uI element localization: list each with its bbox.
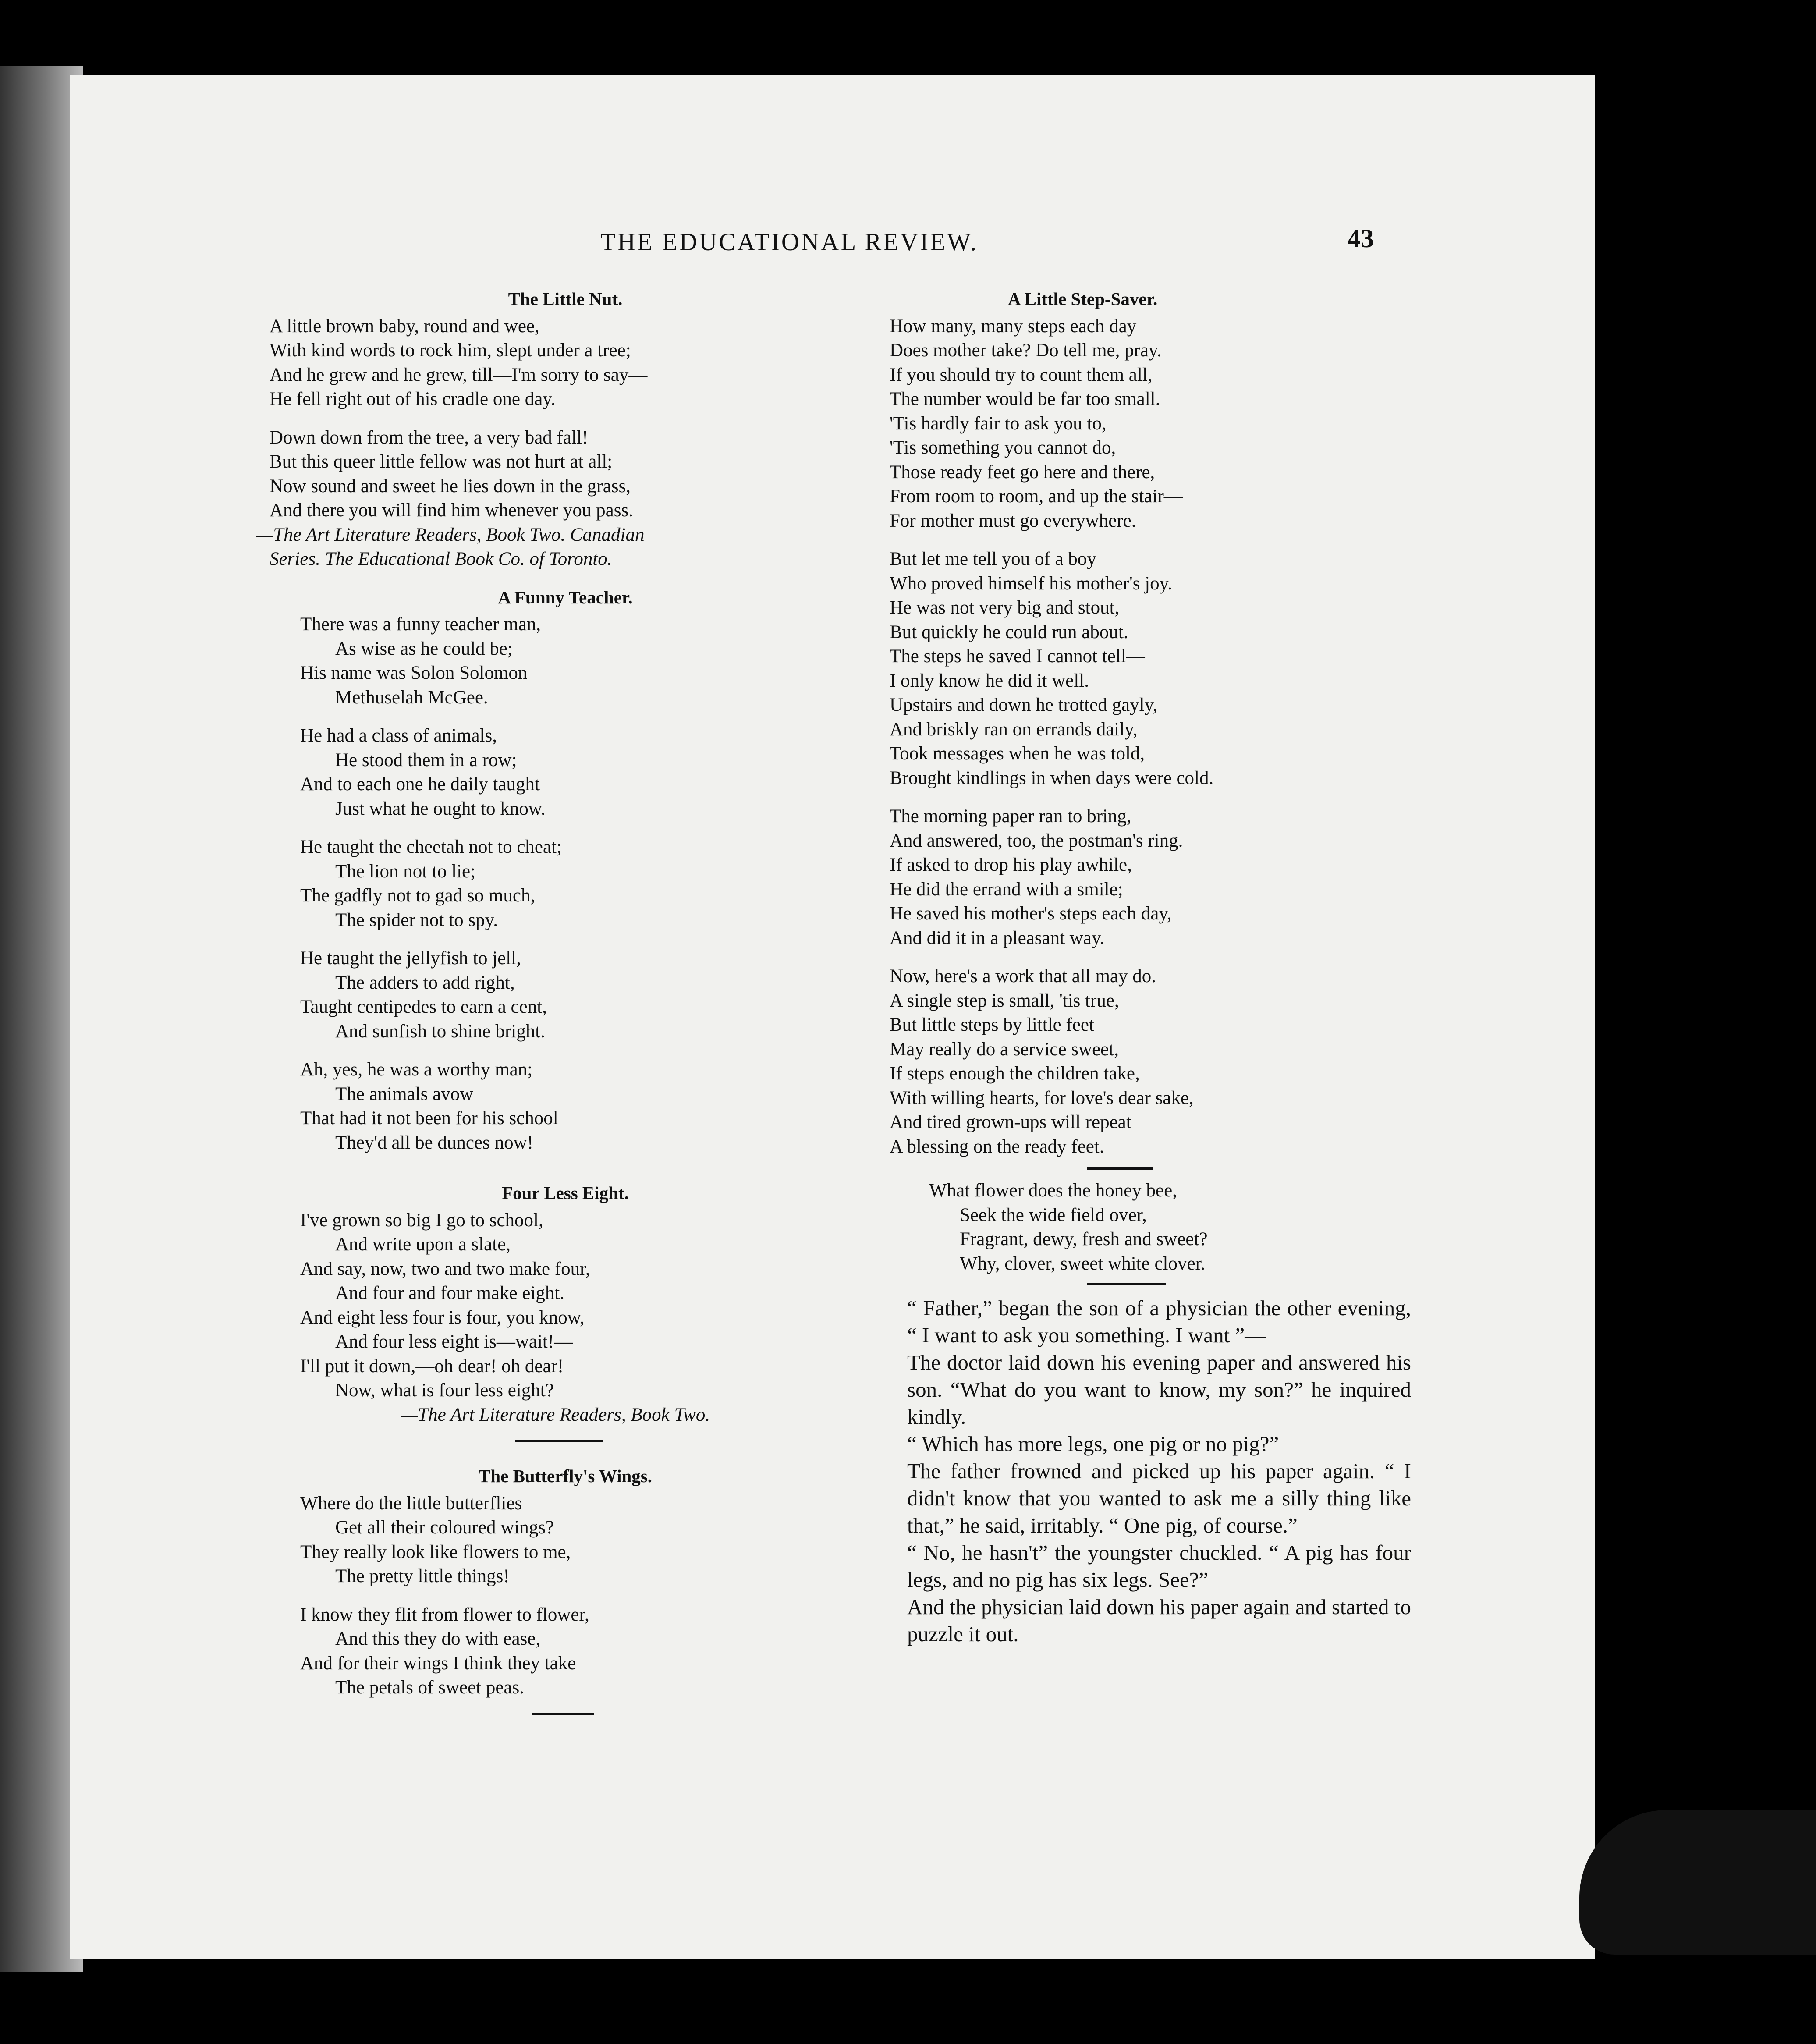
verse-line: A single step is small, 'tis true, <box>890 990 1119 1011</box>
verse-line: His name was Solon Solomon <box>300 663 528 683</box>
verse-line: With willing hearts, for love's dear sake, <box>890 1087 1194 1108</box>
verse-line: And four and four make eight. <box>335 1283 565 1303</box>
attribution-line: Series. The Educational Book Co. of Toronto. <box>270 549 612 569</box>
verse-line: And four less eight is—wait!— <box>335 1331 573 1352</box>
paragraph: “ Which has more legs, one pig or no pig?” <box>907 1432 1279 1456</box>
verse-line: I only know he did it well. <box>890 670 1089 691</box>
verse-line: He taught the cheetah not to cheat; <box>300 837 562 857</box>
running-header: THE EDUCATIONAL REVIEW. <box>600 228 978 256</box>
thumb-shadow <box>1579 1810 1816 1955</box>
verse-line: Now, what is four less eight? <box>335 1380 554 1401</box>
attribution-line: —The Art Literature Readers, Book Two. Canadian <box>256 524 645 545</box>
stanza <box>270 724 861 821</box>
page-number: 43 <box>1348 224 1374 253</box>
stanza <box>890 314 1407 533</box>
stanza <box>270 1208 861 1403</box>
verse-line: But let me tell you of a boy <box>890 549 1096 569</box>
poem-title-four-less-eight: Four Less Eight. <box>502 1183 629 1203</box>
verse-line: And sunfish to shine bright. <box>335 1021 545 1042</box>
verse-line: The animals avow <box>335 1083 474 1104</box>
verse-line: If you should try to count them all, <box>890 364 1153 385</box>
verse-line: And briskly ran on errands daily, <box>890 719 1138 740</box>
verse-line: The number would be far too small. <box>890 389 1160 409</box>
verse-line: And he grew and he grew, till—I'm sorry to say— <box>270 364 648 385</box>
verse-line: The morning paper ran to bring, <box>890 806 1131 827</box>
verse-line: Ah, yes, he was a worthy man; <box>300 1059 533 1080</box>
divider-rule <box>1087 1167 1153 1170</box>
verse-line: He taught the jellyfish to jell, <box>300 948 521 969</box>
verse-line: And there you will find him whenever you pass. <box>270 500 633 521</box>
stanza <box>270 835 861 932</box>
verse-line: The adders to add right, <box>335 972 515 993</box>
verse-line: What flower does the honey bee, <box>929 1180 1177 1201</box>
verse-line: And write upon a slate, <box>335 1234 511 1255</box>
verse-line: If asked to drop his play awhile, <box>890 855 1132 875</box>
divider-rule <box>1087 1283 1166 1285</box>
verse-line: Took messages when he was told, <box>890 743 1145 764</box>
stanza <box>270 1491 861 1589</box>
verse-line: The pretty little things! <box>335 1566 510 1586</box>
verse-line: The steps he saved I cannot tell— <box>890 646 1145 667</box>
verse-line: Brought kindlings in when days were cold. <box>890 767 1214 788</box>
poem-title-butterfly-wings: The Butterfly's Wings. <box>478 1466 652 1486</box>
verse-line: Who proved himself his mother's joy. <box>890 573 1173 594</box>
verse-line: But little steps by little feet <box>890 1015 1094 1035</box>
verse-line: Just what he ought to know. <box>335 798 546 819</box>
verse-line: But this queer little fellow was not hurt at all; <box>270 451 613 472</box>
verse-line: 'Tis something you cannot do, <box>890 437 1116 458</box>
verse-line: They'd all be dunces now! <box>335 1132 533 1153</box>
stanza <box>270 612 861 710</box>
stanza <box>270 1603 861 1700</box>
verse-line: He fell right out of his cradle one day. <box>270 389 556 409</box>
paragraph: The father frowned and picked up his paper again. “ I didn't know that you wanted to ask me a silly thing like that,” he said, irritably. “ One pig, of course.” <box>907 1459 1411 1537</box>
physician-anecdote <box>876 1295 1411 1648</box>
verse-line: And tired grown-ups will repeat <box>890 1112 1131 1132</box>
verse-line: The lion not to lie; <box>335 861 476 882</box>
verse-line: And for their wings I think they take <box>300 1653 576 1674</box>
verse-line: Methuselah McGee. <box>335 687 488 708</box>
verse-line: Fragrant, dewy, fresh and sweet? <box>960 1229 1208 1249</box>
verse-line: But quickly he could run about. <box>890 621 1128 642</box>
verse-line: He stood them in a row; <box>335 749 517 770</box>
verse-line: He was not very big and stout, <box>890 597 1120 618</box>
verse-line: 'Tis hardly fair to ask you to, <box>890 413 1107 434</box>
verse-line: That had it not been for his school <box>300 1108 558 1128</box>
verse-line: I'll put it down,—oh dear! oh dear! <box>300 1356 564 1377</box>
clover-verse <box>890 1178 1407 1276</box>
verse-line: And did it in a pleasant way. <box>890 927 1105 948</box>
verse-line: And answered, too, the postman's ring. <box>890 830 1183 851</box>
verse-line: A little brown baby, round and wee, <box>270 316 539 337</box>
poem-title-funny-teacher: A Funny Teacher. <box>498 587 633 607</box>
verse-line: Upstairs and down he trotted gayly, <box>890 695 1158 715</box>
verse-line: Now, here's a work that all may do. <box>890 966 1156 987</box>
stanza <box>270 946 861 1043</box>
stanza <box>890 547 1407 790</box>
paragraph: “ No, he hasn't” the youngster chuckled. “ A pig has four legs, and no pig has six legs. See?” <box>907 1540 1411 1592</box>
verse-line: Seek the wide field over, <box>960 1204 1147 1225</box>
verse-line: And eight less four is four, you know, <box>300 1307 585 1328</box>
verse-line: Those ready feet go here and there, <box>890 461 1155 483</box>
verse-line: There was a funny teacher man, <box>300 614 541 635</box>
verse-line: For mother must go everywhere. <box>890 510 1136 531</box>
verse-line: He did the errand with a smile; <box>890 879 1123 900</box>
verse-line: I know they flit from flower to flower, <box>300 1604 589 1625</box>
verse-line: May really do a service sweet, <box>890 1039 1119 1060</box>
right-column <box>890 287 1411 1648</box>
stanza <box>270 1057 861 1155</box>
attribution <box>256 523 861 571</box>
stanza <box>890 964 1407 1159</box>
stanza <box>270 314 861 412</box>
verse-line: Taught centipedes to earn a cent, <box>300 997 547 1017</box>
verse-line: The gadfly not to gad so much, <box>300 885 536 906</box>
verse-line: The petals of sweet peas. <box>335 1677 525 1698</box>
verse-line: I've grown so big I go to school, <box>300 1210 543 1231</box>
verse-line: Why, clover, sweet white clover. <box>960 1253 1206 1274</box>
verse-line: A blessing on the ready feet. <box>890 1136 1104 1157</box>
verse-line: With kind words to rock him, slept under a tree; <box>270 340 631 361</box>
verse-line: Does mother take? Do tell me, pray. <box>890 340 1162 361</box>
divider-rule <box>515 1440 603 1442</box>
verse-line: The spider not to spy. <box>335 909 498 930</box>
verse-line: They really look like flowers to me, <box>300 1541 571 1562</box>
verse-line: He had a class of animals, <box>300 725 497 746</box>
paragraph: And the physician laid down his paper again and started to puzzle it out. <box>907 1595 1411 1646</box>
verse-line: And to each one he daily taught <box>300 774 540 795</box>
poem-title-step-saver: A Little Step-Saver. <box>1008 289 1158 309</box>
verse-line: Down down from the tree, a very bad fall! <box>270 427 589 448</box>
stanza <box>890 804 1407 950</box>
verse-line: And say, now, two and two make four, <box>300 1258 590 1279</box>
verse-line: And this they do with ease, <box>335 1629 541 1649</box>
verse-line: As wise as he could be; <box>335 638 513 659</box>
verse-line: How many, many steps each day <box>890 316 1137 337</box>
stanza <box>270 426 861 523</box>
poem-title-little-nut: The Little Nut. <box>508 289 623 309</box>
verse-line: Get all their coloured wings? <box>335 1517 554 1538</box>
paragraph: The doctor laid down his evening paper and answered his son. “What do you want to know, my son?” he inquired kindly. <box>907 1350 1411 1429</box>
attribution-line: —The Art Literature Readers, Book Two. <box>401 1404 710 1425</box>
left-column <box>256 287 861 1715</box>
verse-line: From room to room, and up the stair— <box>890 486 1183 507</box>
verse-line: If steps enough the children take, <box>890 1063 1140 1084</box>
divider-rule <box>532 1713 594 1715</box>
verse-line: Where do the little butterflies <box>300 1493 522 1514</box>
paragraph: “ Father,” began the son of a physician the other evening, “ I want to ask you something. I want ”— <box>907 1296 1411 1347</box>
verse-line: He saved his mother's steps each day, <box>890 903 1172 924</box>
verse-line: Now sound and sweet he lies down in the grass, <box>270 476 631 497</box>
